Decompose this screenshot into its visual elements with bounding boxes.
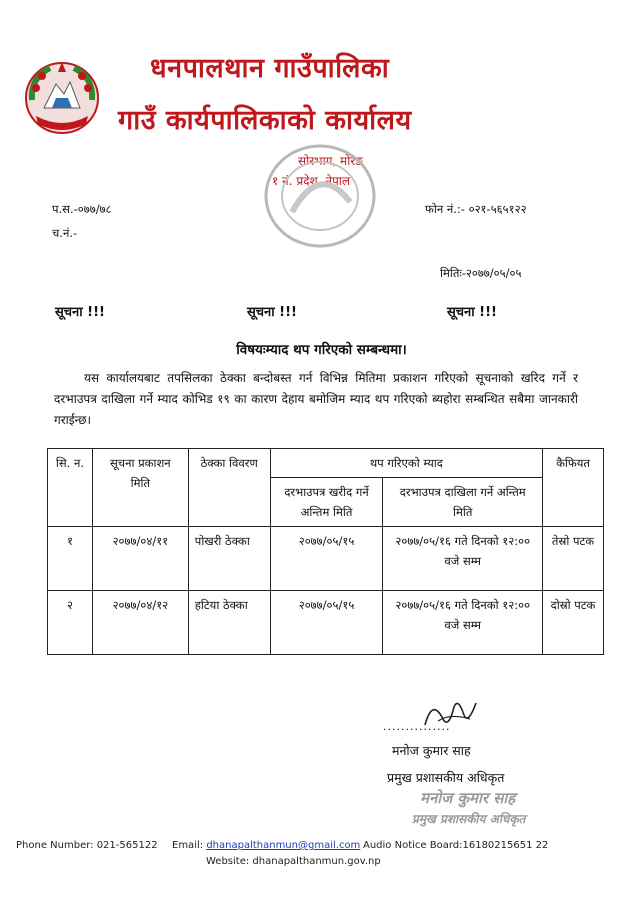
office-name: गाउँ कार्यपालिकाको कार्यालय xyxy=(118,105,412,136)
col-header-remarks: कैफियत xyxy=(543,449,604,527)
footer-website: Website: dhanapalthanmun.gov.np xyxy=(206,856,381,867)
signatory-name: मनोज कुमार साह xyxy=(392,743,471,758)
cell-remarks: दोस्रो पटक xyxy=(543,591,604,655)
reference-number: प.स.-०७७/७८ xyxy=(52,202,112,216)
footer-email xyxy=(172,840,360,851)
cell-remarks: तेस्रो पटक xyxy=(543,527,604,591)
table-header-row xyxy=(48,449,604,478)
cell-published: २०७७/०४/१२ xyxy=(92,591,188,655)
municipality-name: धनपालथान गाउँपालिका xyxy=(150,53,390,84)
col-header-published: सूचना प्रकाशन मिति xyxy=(92,449,188,527)
cell-sn: २ xyxy=(48,591,93,655)
table-row xyxy=(48,527,604,591)
officer-stamp xyxy=(412,788,526,827)
dispatch-number: च.नं.- xyxy=(52,226,78,240)
address-line-1: सोरभाग, मोरङ xyxy=(298,154,363,168)
footer-email-label: Email: xyxy=(172,840,204,851)
footer-email-link[interactable]: dhanapalthanmun@gmail.com xyxy=(206,840,361,851)
footer-phone: Phone Number: 021-565122 xyxy=(16,840,158,851)
extension-table xyxy=(47,448,604,655)
col-header-purchase-deadline: दरभाउपत्र खरीद गर्ने अन्तिम मिति xyxy=(270,478,383,527)
cell-contract: हटिया ठेक्का xyxy=(188,591,270,655)
cell-submit: २०७७/०५/१६ गते दिनको १२:०० वजे सम्म xyxy=(383,527,543,591)
nepal-emblem-logo xyxy=(22,58,102,136)
cell-purchase: २०७७/०५/१५ xyxy=(270,591,383,655)
signatory-title: प्रमुख प्रशासकीय अधिकृत xyxy=(387,770,505,785)
notice-heading-1: सूचना !!! xyxy=(55,305,105,320)
col-header-sn: सि. न. xyxy=(48,449,93,527)
document-date: मितिः-२०७७/०५/०५ xyxy=(440,266,522,280)
notice-heading-2: सूचना !!! xyxy=(247,305,297,320)
cell-contract: पोखरी ठेक्का xyxy=(188,527,270,591)
col-header-submit-deadline: दरभाउपत्र दाखिला गर्ने अन्तिम मिति xyxy=(383,478,543,527)
signature-line: ............... xyxy=(383,720,451,733)
notice-body: यस कार्यालयबाट तपसिलका ठेक्का बन्दोबस्त गर्न विभिन्न मितिमा प्रकाशन गरिएको सूचनाको खरिद गर्ने र दरभाउपत्र दाखिला गर्ने म्याद कोभिड १९ का कारण देहाय बमोजिम म्याद थप गरिएको ब्यहोरा सम्बन्धित सबैमा जानकारी गराईन्छ। xyxy=(54,371,578,427)
cell-submit: २०७७/०५/१६ गते दिनको १२:०० वजे सम्म xyxy=(383,591,543,655)
col-header-contract: ठेक्का विवरण xyxy=(188,449,270,527)
notice-heading-3: सूचना !!! xyxy=(447,305,497,320)
stamp-name: मनोज कुमार साह xyxy=(420,789,516,807)
address-line-2: १ नं. प्रदेश, नेपाल xyxy=(272,174,351,188)
cell-published: २०७७/०४/११ xyxy=(92,527,188,591)
cell-sn: १ xyxy=(48,527,93,591)
phone-number: फोन नं.:- ०२१-५६५१२२ xyxy=(425,202,527,216)
footer-audio-notice: Audio Notice Board:16180215651 22 xyxy=(363,840,549,851)
cell-purchase: २०७७/०५/१५ xyxy=(270,527,383,591)
col-header-extended: थप गरिएको म्याद xyxy=(270,449,542,478)
stamp-title: प्रमुख प्रशासकीय अधिकृत xyxy=(412,812,526,826)
table-row xyxy=(48,591,604,655)
subject-line: विषयःम्याद थप गरिएको सम्बन्धमा। xyxy=(236,342,407,358)
office-seal-stamp xyxy=(262,142,378,250)
